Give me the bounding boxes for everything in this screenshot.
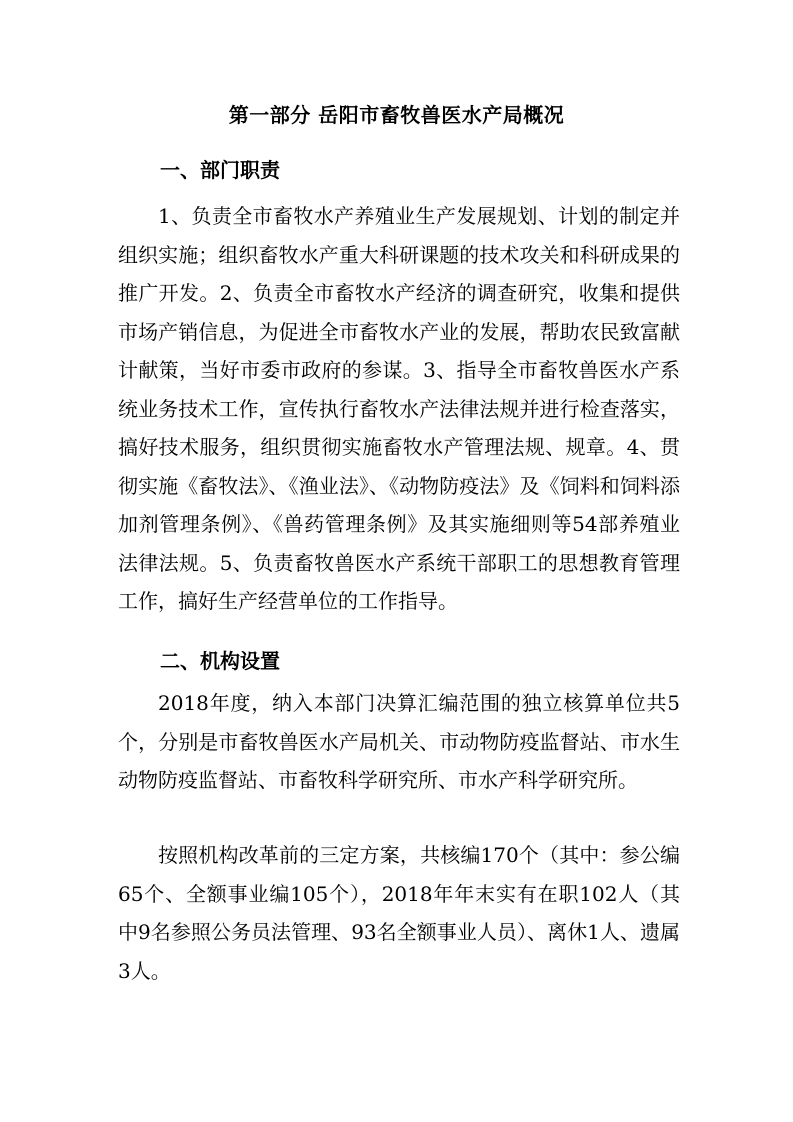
section-heading-responsibilities: 一、部门职责 (160, 158, 280, 182)
paragraph-organization-staffing: 按照机构改革前的三定方案，共核编170个（其中：参公编65个、全额事业编105个），2018年年末实有在职102人（其中9名参照公务员法管理、93名全额事业人员）、离休1人、遗属3人。 (118, 843, 680, 983)
document-title: 第一部分 岳阳市畜牧兽医水产局概况 (228, 103, 565, 127)
paragraph-organization-units: 2018年度，纳入本部门决算汇编范围的独立核算单位共5个，分别是市畜牧兽医水产局机关、市动物防疫监督站、市水生动物防疫监督站、市畜牧科学研究所、市水产科学研究所。 (118, 691, 680, 792)
section-heading-organization: 二、机构设置 (160, 649, 280, 673)
paragraph-responsibilities: 1、负责全市畜牧水产养殖业生产发展规划、计划的制定并组织实施；组织畜牧水产重大科研课题的技术攻关和科研成果的推广开发。2、负责全市畜牧水产经济的调查研究，收集和提供市场产销信息，为促进全市畜牧水产业的发展，帮助农民致富献计献策，当好市委市政府的参谋。3、指导全市畜牧兽医水产系统业务技术工作，宣传执行畜牧水产法律法规并进行检查落实，搞好技术服务，组织贯彻实施畜牧水产管理法规、规章。4、贯彻实施《畜牧法》、《渔业法》、《动物防疫法》及《饲料和饲料添加剂管理条例》、《兽药管理条例》及其实施细则等54部养殖业法律法规。5、负责畜牧兽医水产系统干部职工的思想教育管理工作，搞好生产经营单位的工作指导。 (118, 204, 680, 613)
